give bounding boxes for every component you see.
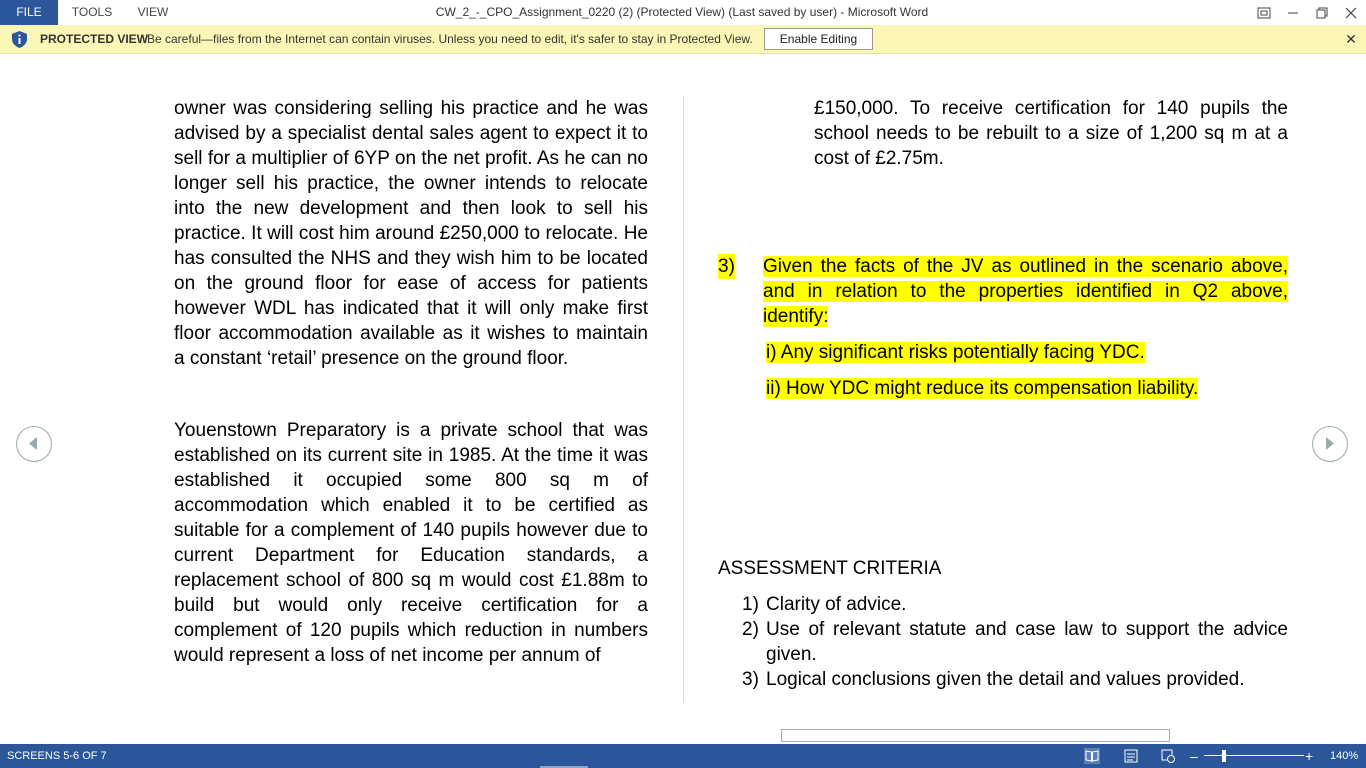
list-item: 3) Logical conclusions given the detail and values provided. [742,669,1245,690]
minimize-button[interactable] [1279,0,1307,25]
protected-view-bar [0,25,1366,54]
status-bar [0,744,1366,768]
window-title: CW_2_-_CPO_Assignment_0220 (2) (Protected View) (Last saved by user) - Microsoft Word [435,5,929,19]
document-area [0,54,1366,744]
assessment-criteria-list [742,592,1288,692]
fullscreen-button[interactable] [1250,0,1278,25]
print-layout-button[interactable] [1123,748,1139,764]
question-3 [718,254,1288,401]
horizontal-scrollbar[interactable] [781,729,1170,742]
list-item: 2) Use of relevant statute and case law to support the advice given. [742,619,1288,665]
arrow-right-icon [1313,427,1346,460]
screens-indicator: SCREENS 5-6 OF 7 [7,750,107,762]
paragraph-school: Youenstown Preparatory is a private school that was established on its current site in 1985. At the time it was established it occupied some 800 sq m of accommodation which enabled it to be certified as suitable for a complement of 140 pupils however due to current Department for Education standards, a replacement school of 800 sq m would cost £1.88m to build but would only receive certification for a complement of 120 pupils which reduction in numbers would represent a loss of net income per annum of [174,420,648,666]
window-close-button[interactable] [1337,0,1365,25]
tab-file[interactable]: FILE [0,0,58,25]
paragraph-continuation: £150,000. To receive certification for 140 pupils the school needs to be rebuilt to a size of 1,200 sq m at a cost of £2.75m. [814,98,1288,169]
page-divider [683,96,684,703]
web-layout-button[interactable] [1160,748,1176,764]
right-column-top [814,96,1288,171]
assessment-criteria-title: ASSESSMENT CRITERIA [718,558,942,579]
zoom-out-button[interactable]: – [1190,748,1198,764]
previous-screen-button[interactable] [16,426,52,462]
left-column [174,96,648,668]
tab-tools[interactable]: TOOLS [71,5,113,19]
title-bar [0,0,1366,25]
enable-editing-button[interactable]: Enable Editing [764,28,873,50]
protected-view-close-button[interactable]: ✕ [1345,31,1357,47]
close-icon [1345,7,1357,19]
zoom-in-button[interactable]: + [1305,748,1314,764]
minimize-icon [1287,7,1299,19]
arrow-left-icon [17,427,50,460]
question-number: 3) [718,256,735,277]
fullscreen-icon [1257,7,1271,19]
zoom-slider-thumb[interactable] [1222,750,1226,762]
info-shield-icon [10,30,29,49]
protected-view-label: PROTECTED VIEW [40,32,149,46]
print-layout-icon [1123,748,1139,764]
question-text: Given the facts of the JV as outlined in the scenario above, and in relation to the properties identified in Q2 above, identify: [763,256,1288,327]
zoom-level[interactable]: 140% [1330,750,1359,762]
restore-button[interactable] [1308,0,1336,25]
question-sub-item: ii) How YDC might reduce its compensation liability. [766,378,1199,399]
read-mode-icon [1084,748,1100,764]
next-screen-button[interactable] [1312,426,1348,462]
zoom-slider[interactable] [1204,755,1304,756]
list-item: 1) Clarity of advice. [742,594,907,615]
paragraph-dental-practice: owner was considering selling his practice and he was advised by a specialist dental sales agent to expect it to sell for a multiplier of 6YP on the net profit. As he can no longer sell his practice, the owner intends to relocate into the new development and then look to sell his practice. It will cost him around £250,000 to relocate. He has consulted the NHS and they wish him to be located on the ground floor for ease of access for patients however WDL has indicated that it will only make first floor accommodation available as it wishes to maintain a constant ‘retail’ presence on the ground floor. [174,98,648,369]
question-sub-item: i) Any significant risks potentially facing YDC. [766,342,1145,363]
protected-view-message: Be careful—files from the Internet can contain viruses. Unless you need to edit, it's safer to stay in Protected View. [147,32,753,46]
tab-view[interactable]: VIEW [137,5,169,19]
web-layout-icon [1160,748,1176,764]
read-mode-button[interactable] [1084,748,1100,764]
restore-icon [1316,7,1328,19]
